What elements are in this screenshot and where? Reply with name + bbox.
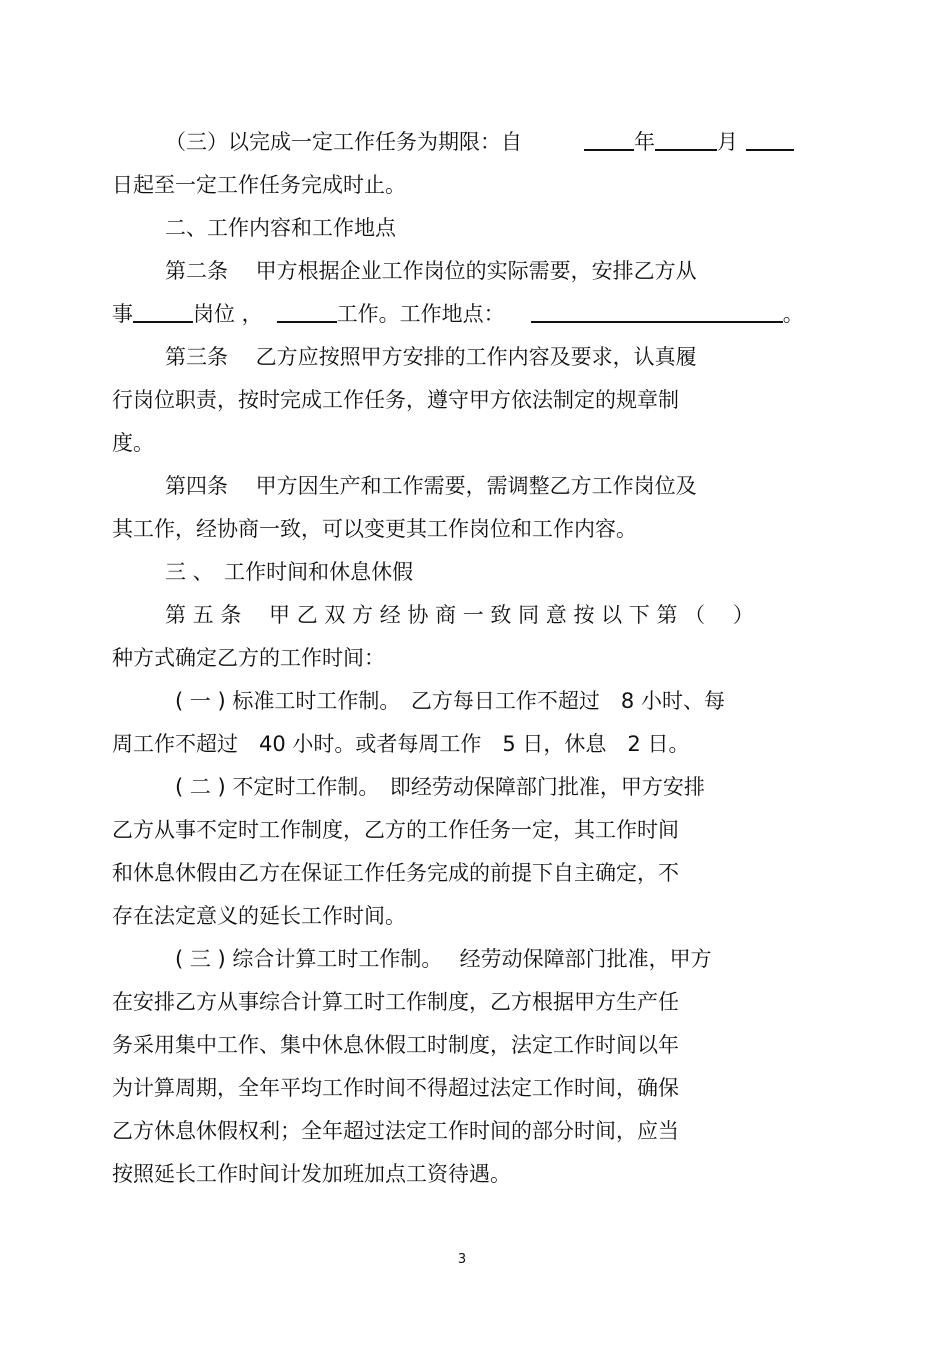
text-line: ( 三 ) 综合计算工时工作制。 经劳动保障部门批准，甲方 [175,947,712,971]
page-number: 3 [457,1252,467,1267]
text-segment: 月 [717,130,738,154]
text-line [112,299,804,329]
text-line: 乙方从事不定时工作制度，乙方的工作任务一定，其工作时间 [112,818,679,842]
text-line: 存在法定意义的延长工作时间。 [112,904,406,928]
blank-line [584,127,634,151]
text-line: 周工作不超过 40 小时。或者每周工作 5 日，休息 2 日。 [112,732,690,756]
text-line: ( 二 ) 不定时工作制。 即经劳动保障部门批准，甲方安排 [175,775,705,799]
text-line: 为计算周期，全年平均工作时间不得超过法定工作时间，确保 [112,1076,679,1100]
text-line [165,127,794,157]
text-line: 在安排乙方从事综合计算工时工作制度，乙方根据甲方生产任 [112,990,679,1014]
text-segment: 事 [112,302,133,326]
text-line: 乙方休息休假权利；全年超过法定工作时间的部分时间，应当 [112,1119,679,1143]
section-heading: 二、工作内容和工作地点 [165,216,396,240]
text-line: 第二条 甲方根据企业工作岗位的实际需要，安排乙方从 [165,259,697,283]
text-segment: 岗位 ， [193,302,263,326]
text-line: 第三条 乙方应按照甲方安排的工作内容及要求，认真履 [165,345,697,369]
blank-line [746,127,794,151]
text-segment: 年 [634,130,655,154]
blank-line [655,127,717,151]
text-line: 务采用集中工作、集中休息休假工时制度，法定工作时间以年 [112,1033,679,1057]
text-line: 第 五 条 甲 乙 双 方 经 协 商 一 致 同 意 按 以 下 第 （ ） [165,603,754,627]
section-heading: 三 、 工作时间和休息休假 [165,560,414,584]
text-segment: 工作。工作地点： [336,302,505,326]
text-segment: （三）以完成一定工作任务为期限：自 [165,130,522,154]
text-line: 第四条 甲方因生产和工作需要，需调整乙方工作岗位及 [165,474,697,498]
blank-line [531,299,783,323]
text-line: 日起至一定工作任务完成时止。 [112,173,406,197]
text-line: 按照延长工作时间计发加班加点工资待遇。 [112,1162,511,1186]
text-line: 其工作，经协商一致，可以变更其工作岗位和工作内容。 [112,517,637,541]
blank-line [277,299,337,323]
text-line: ( 一 ) 标准工时工作制。 乙方每日工作不超过 8 小时、每 [175,689,725,713]
text-line: 和休息休假由乙方在保证工作任务完成的前提下自主确定，不 [112,861,679,885]
text-line: 度。 [112,431,154,455]
text-line: 种方式确定乙方的工作时间： [112,646,385,670]
text-line: 行岗位职责，按时完成工作任务，遵守甲方依法制定的规章制 [112,388,679,412]
text-segment: 。 [782,302,804,326]
blank-line [133,299,193,323]
